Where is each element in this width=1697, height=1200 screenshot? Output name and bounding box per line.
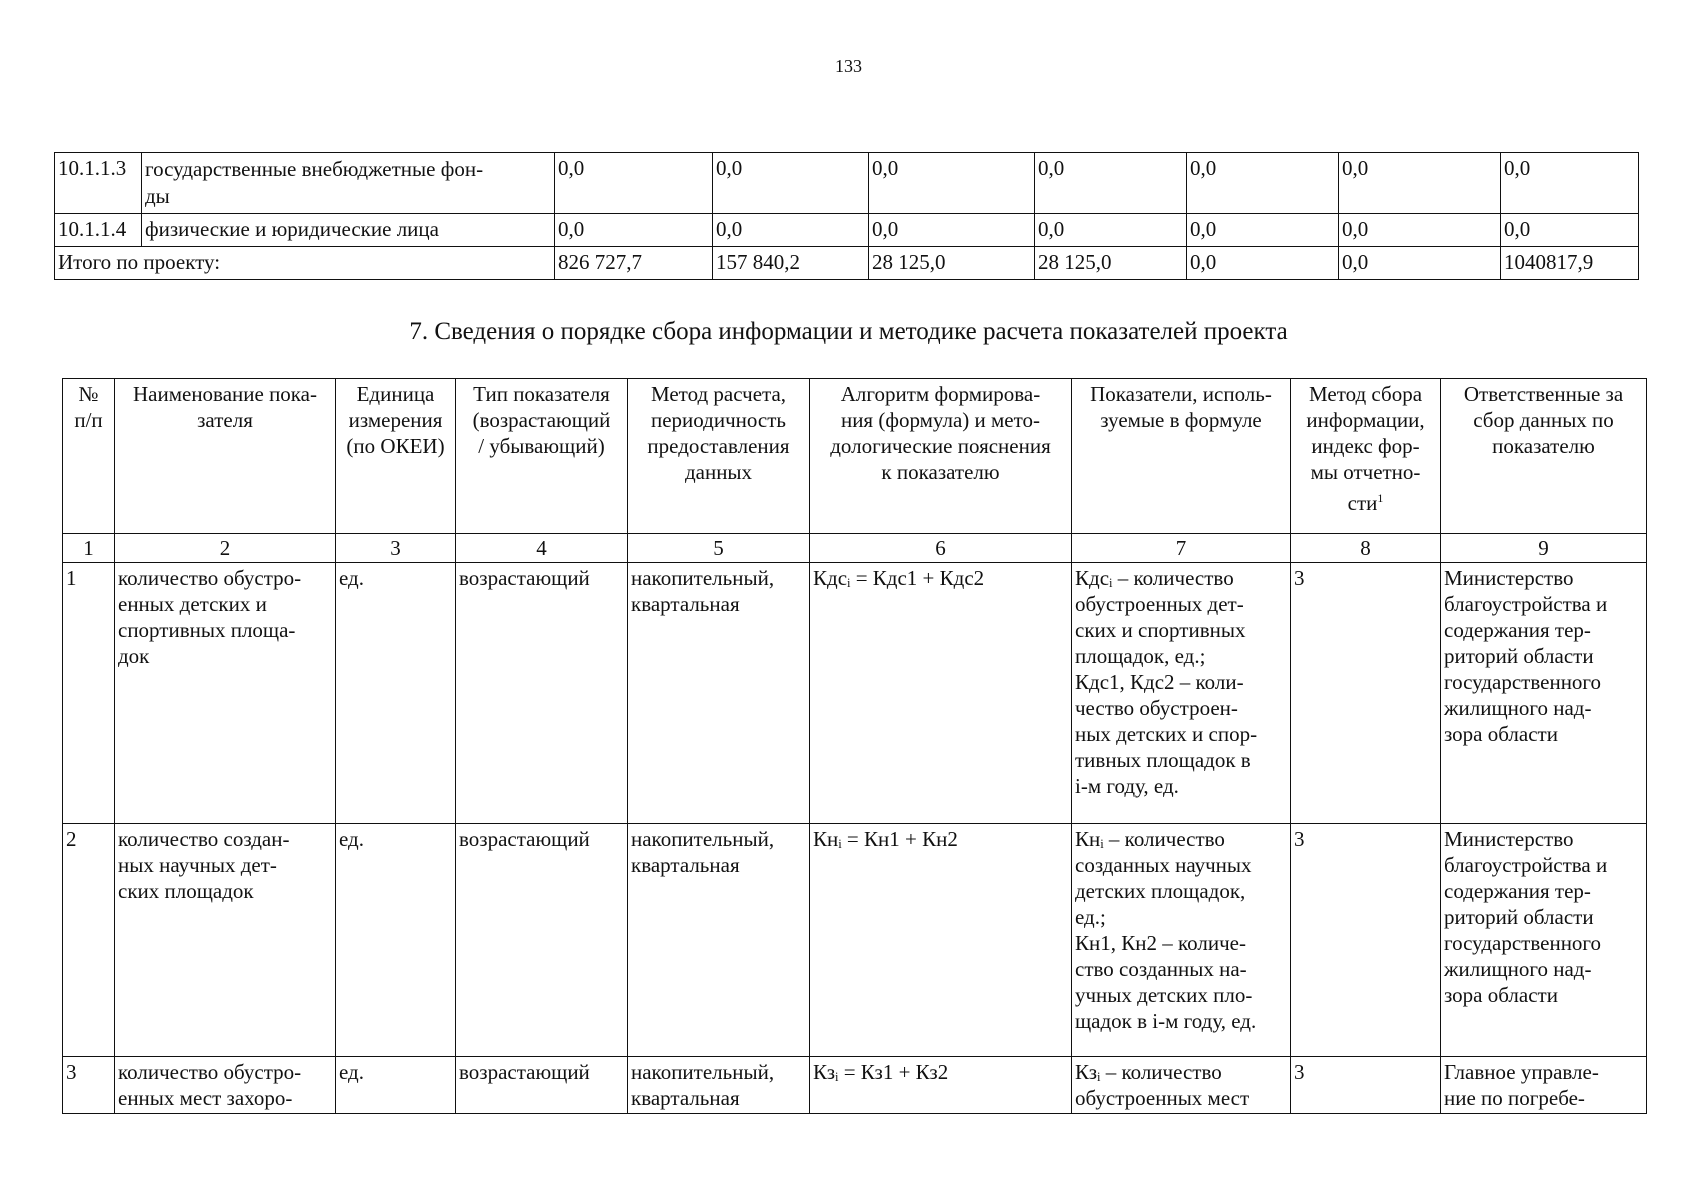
row-code: 10.1.1.3 xyxy=(55,153,142,214)
column-number: 7 xyxy=(1072,534,1291,563)
cell-value: 0,0 xyxy=(713,153,869,214)
finance-total-row xyxy=(55,247,1639,280)
header-row xyxy=(63,379,1647,534)
row-unit: ед. xyxy=(336,824,456,1057)
row-formula: Кзᵢ = Кз1 + Кз2 xyxy=(810,1057,1072,1114)
row-name: физические и юридические лица xyxy=(142,214,555,247)
header-unit: Единица измерения (по ОКЕИ) xyxy=(336,379,456,534)
row-name: государственные внебюджетные фон- ды xyxy=(142,153,555,214)
cell-value: 0,0 xyxy=(1035,214,1187,247)
row-collect: 3 xyxy=(1291,824,1441,1057)
footnote-mark: 1 xyxy=(1377,491,1384,505)
row-type: возрастающий xyxy=(456,824,628,1057)
column-number: 2 xyxy=(115,534,336,563)
table-row xyxy=(63,1057,1647,1114)
cell-value: 0,0 xyxy=(1339,214,1501,247)
finance-row xyxy=(55,214,1639,247)
row-resp: Министерство благоустройства и содержания тер- риторий области государственного жилищного над- зора области xyxy=(1441,563,1647,824)
row-name: количество обустро- енных детских и спортивных площа- док xyxy=(115,563,336,824)
row-unit: ед. xyxy=(336,1057,456,1114)
header-name: Наименование пока- зателя xyxy=(115,379,336,534)
row-vars: Кнᵢ – количество созданных научных детских площадок, ед.; Кн1, Кн2 – количе- ство созданных на- учных детских пло- щадок в i-м году, ед. xyxy=(1072,824,1291,1057)
total-label: Итого по проекту: xyxy=(55,247,555,280)
total-value: 157 840,2 xyxy=(713,247,869,280)
methods-table xyxy=(62,378,1647,1114)
cell-value: 0,0 xyxy=(713,214,869,247)
cell-value: 0,0 xyxy=(1339,153,1501,214)
cell-value: 0,0 xyxy=(1501,153,1639,214)
table-row xyxy=(63,563,1647,824)
row-resp: Главное управле- ние по погребе- xyxy=(1441,1057,1647,1114)
row-type: возрастающий xyxy=(456,1057,628,1114)
table-row xyxy=(63,824,1647,1057)
row-code: 10.1.1.4 xyxy=(55,214,142,247)
finance-row xyxy=(55,153,1639,214)
row-vars: Кзᵢ – количество обустроенных мест xyxy=(1072,1057,1291,1114)
total-value: 0,0 xyxy=(1187,247,1339,280)
column-number: 5 xyxy=(628,534,810,563)
section-title: 7. Сведения о порядке сбора информации и методике расчета показателей проекта xyxy=(409,318,1288,345)
row-method: накопительный, квартальная xyxy=(628,1057,810,1114)
header-collect xyxy=(1291,379,1441,534)
column-number: 8 xyxy=(1291,534,1441,563)
header-resp: Ответственные за сбор данных по показателю xyxy=(1441,379,1647,534)
total-value: 28 125,0 xyxy=(1035,247,1187,280)
row-resp: Министерство благоустройства и содержания тер- риторий области государственного жилищного над- зора области xyxy=(1441,824,1647,1057)
header-type: Тип показателя (возрастающий / убывающий) xyxy=(456,379,628,534)
row-num: 1 xyxy=(63,563,115,824)
row-collect: 3 xyxy=(1291,563,1441,824)
column-number: 4 xyxy=(456,534,628,563)
header-vars: Показатели, исполь- зуемые в формуле xyxy=(1072,379,1291,534)
row-formula: Кнᵢ = Кн1 + Кн2 xyxy=(810,824,1072,1057)
row-type: возрастающий xyxy=(456,563,628,824)
row-num: 2 xyxy=(63,824,115,1057)
cell-value: 0,0 xyxy=(555,214,713,247)
row-vars: Кдсᵢ – количество обустроенных дет- ских и спортивных площадок, ед.; Кдс1, Кдс2 – коли- чество обустроен- ных детских и спор- тивных площадок в i-м году, ед. xyxy=(1072,563,1291,824)
row-name: количество обустро- енных мест захоро- xyxy=(115,1057,336,1114)
finance-table xyxy=(54,152,1639,280)
page-number: 133 xyxy=(835,56,862,76)
cell-value: 0,0 xyxy=(1187,214,1339,247)
column-number: 6 xyxy=(810,534,1072,563)
cell-value: 0,0 xyxy=(1501,214,1639,247)
total-value: 28 125,0 xyxy=(869,247,1035,280)
total-value: 1040817,9 xyxy=(1501,247,1639,280)
row-formula: Кдсᵢ = Кдс1 + Кдс2 xyxy=(810,563,1072,824)
header-collect-text: Метод сбора информации, индекс фор- мы отчетно- сти xyxy=(1306,382,1425,515)
column-numbers-row xyxy=(63,534,1647,563)
cell-value: 0,0 xyxy=(869,214,1035,247)
total-value: 0,0 xyxy=(1339,247,1501,280)
column-number: 3 xyxy=(336,534,456,563)
cell-value: 0,0 xyxy=(555,153,713,214)
row-collect: 3 xyxy=(1291,1057,1441,1114)
header-num: № п/п xyxy=(63,379,115,534)
row-name: количество создан- ных научных дет- ских площадок xyxy=(115,824,336,1057)
cell-value: 0,0 xyxy=(1187,153,1339,214)
column-number: 9 xyxy=(1441,534,1647,563)
header-method: Метод расчета, периодичность предоставления данных xyxy=(628,379,810,534)
row-num: 3 xyxy=(63,1057,115,1114)
row-method: накопительный, квартальная xyxy=(628,824,810,1057)
cell-value: 0,0 xyxy=(1035,153,1187,214)
row-unit: ед. xyxy=(336,563,456,824)
total-value: 826 727,7 xyxy=(555,247,713,280)
row-method: накопительный, квартальная xyxy=(628,563,810,824)
header-formula: Алгоритм формирова- ния (формула) и мето- дологические пояснения к показателю xyxy=(810,379,1072,534)
column-number: 1 xyxy=(63,534,115,563)
cell-value: 0,0 xyxy=(869,153,1035,214)
